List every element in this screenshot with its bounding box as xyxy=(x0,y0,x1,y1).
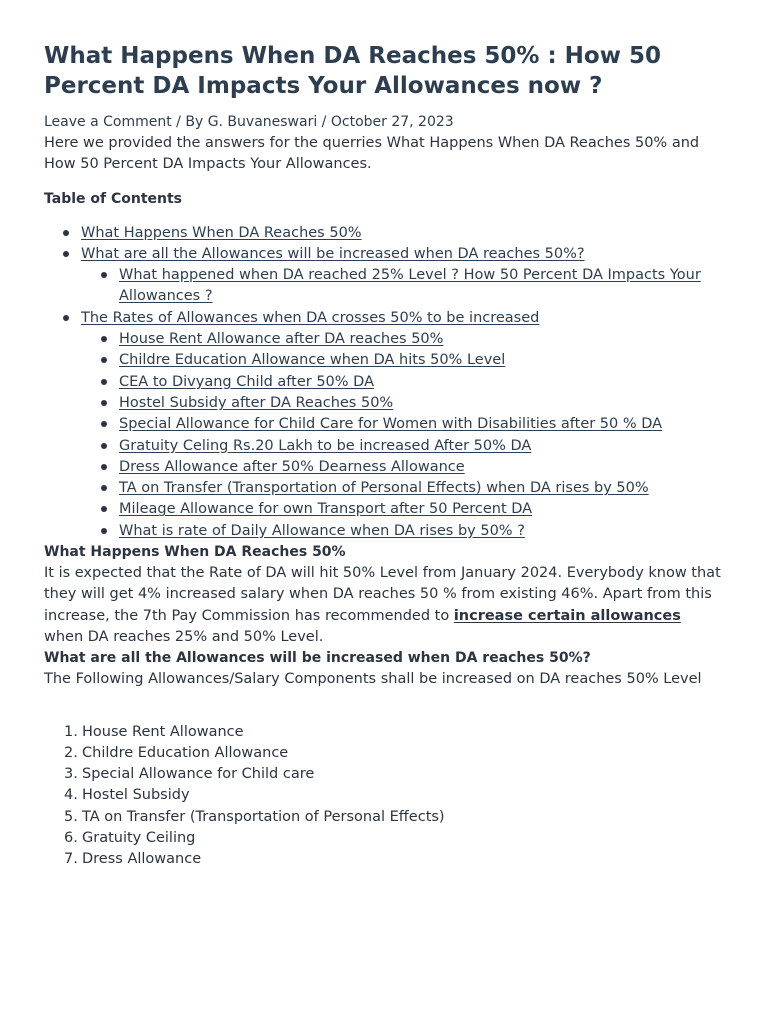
section-heading-da-50: What Happens When DA Reaches 50% xyxy=(44,544,346,561)
bullet-icon xyxy=(101,528,107,534)
leave-comment-link[interactable]: Leave a Comment xyxy=(44,114,172,130)
section-paragraph-following: The Following Allowances/Salary Components shall be increased on DA reaches 50% Level xyxy=(44,671,702,688)
bullet-icon xyxy=(101,506,107,512)
table-of-contents xyxy=(44,223,724,542)
toc-item xyxy=(81,223,724,244)
bullet-icon xyxy=(101,272,107,278)
list-number: 1. xyxy=(64,723,78,740)
toc-item xyxy=(81,308,724,542)
toc-link[interactable]: Hostel Subsidy after DA Reaches 50% xyxy=(119,394,394,411)
toc-link[interactable]: Gratuity Celing Rs.20 Lakh to be increased After 50% DA xyxy=(119,437,532,454)
list-item xyxy=(64,828,724,849)
article-meta xyxy=(44,111,724,133)
list-item xyxy=(64,807,724,828)
bullet-icon xyxy=(101,464,107,470)
toc-sublist xyxy=(81,265,724,308)
toc-link[interactable]: Dress Allowance after 50% Dearness Allowance xyxy=(119,458,465,475)
list-label: House Rent Allowance xyxy=(82,723,244,740)
toc-link[interactable]: Special Allowance for Child Care for Women with Disabilities after 50 % DA xyxy=(119,416,663,433)
toc-link[interactable]: CEA to Divyang Child after 50% DA xyxy=(119,373,374,390)
list-label: Special Allowance for Child care xyxy=(82,766,315,783)
increase-allowances-link[interactable]: increase certain allowances xyxy=(453,607,681,624)
bullet-icon xyxy=(63,251,69,257)
bullet-icon xyxy=(63,230,69,236)
toc-item xyxy=(81,244,724,308)
bullet-icon xyxy=(101,421,107,427)
bullet-icon xyxy=(101,379,107,385)
list-number: 6. xyxy=(64,830,78,847)
toc-item xyxy=(119,372,724,393)
bullet-icon xyxy=(101,357,107,363)
list-label: Gratuity Ceiling xyxy=(82,830,196,847)
section-paragraph-expected xyxy=(44,563,724,648)
publish-date: October 27, 2023 xyxy=(330,114,454,130)
list-item xyxy=(64,849,724,870)
paragraph-text: when DA reaches 25% and 50% Level. xyxy=(44,628,324,645)
toc-link[interactable]: The Rates of Allowances when DA crosses 50% to be increased xyxy=(81,309,540,326)
list-label: Hostel Subsidy xyxy=(82,787,190,804)
bullet-icon xyxy=(101,485,107,491)
list-number: 7. xyxy=(64,851,78,868)
toc-item xyxy=(119,393,724,414)
toc-link[interactable]: House Rent Allowance after DA reaches 50% xyxy=(119,331,444,348)
toc-item xyxy=(119,329,724,350)
bullet-icon xyxy=(63,315,69,321)
intro-paragraph: Here we provided the answers for the querries What Happens When DA Reaches 50% and How 50 Percent DA Impacts Your Allowances. xyxy=(44,135,700,173)
list-item xyxy=(64,743,724,764)
list-item xyxy=(64,764,724,785)
toc-item xyxy=(119,414,724,435)
list-number: 5. xyxy=(64,808,78,825)
list-label: TA on Transfer (Transportation of Personal Effects) xyxy=(82,808,445,825)
toc-item xyxy=(119,457,724,478)
list-item xyxy=(64,722,724,743)
bullet-icon xyxy=(101,336,107,342)
toc-item xyxy=(119,521,724,542)
author-link[interactable]: G. Buvaneswari xyxy=(207,114,318,130)
toc-link[interactable]: What Happens When DA Reaches 50% xyxy=(81,224,362,241)
list-number: 3. xyxy=(64,766,78,783)
section-heading-allowances: What are all the Allowances will be increased when DA reaches 50%? xyxy=(44,650,591,667)
toc-item xyxy=(119,499,724,520)
meta-separator: / xyxy=(317,114,331,130)
article-title: What Happens When DA Reaches 50% : How 50 Percent DA Impacts Your Allowances now ? xyxy=(44,43,661,99)
toc-link[interactable]: What happened when DA reached 25% Level ? How 50 Percent DA Impacts Your Allowances ? xyxy=(119,267,701,305)
toc-item xyxy=(119,436,724,457)
toc-title: Table of Contents xyxy=(44,190,183,207)
meta-separator-by: / By xyxy=(171,114,208,130)
toc-sublist xyxy=(81,329,724,542)
list-number: 2. xyxy=(64,744,78,761)
toc-link[interactable]: Mileage Allowance for own Transport after 50 Percent DA xyxy=(119,501,533,518)
toc-item xyxy=(119,478,724,499)
paragraph-text: It is expected that the Rate of DA will hit 50% Level from January 2024. Everybody know that they will get 4% increased salary when DA reaches 50 % from existing 46%. Apart from this increase, the 7th Pay Commission has recommended to xyxy=(44,565,721,624)
toc-link[interactable]: Childre Education Allowance when DA hits 50% Level xyxy=(119,352,506,369)
toc-item xyxy=(119,350,724,371)
allowances-list xyxy=(44,722,724,871)
list-label: Dress Allowance xyxy=(82,851,202,868)
toc-link[interactable]: TA on Transfer (Transportation of Personal Effects) when DA rises by 50% xyxy=(119,480,649,497)
list-number: 4. xyxy=(64,787,78,804)
bullet-icon xyxy=(101,443,107,449)
bullet-icon xyxy=(101,400,107,406)
toc-link[interactable]: What is rate of Daily Allowance when DA rises by 50% ? xyxy=(119,522,525,539)
list-label: Childre Education Allowance xyxy=(82,744,289,761)
toc-link[interactable]: What are all the Allowances will be increased when DA reaches 50%? xyxy=(81,245,585,262)
list-item xyxy=(64,785,724,806)
toc-item xyxy=(119,265,724,308)
